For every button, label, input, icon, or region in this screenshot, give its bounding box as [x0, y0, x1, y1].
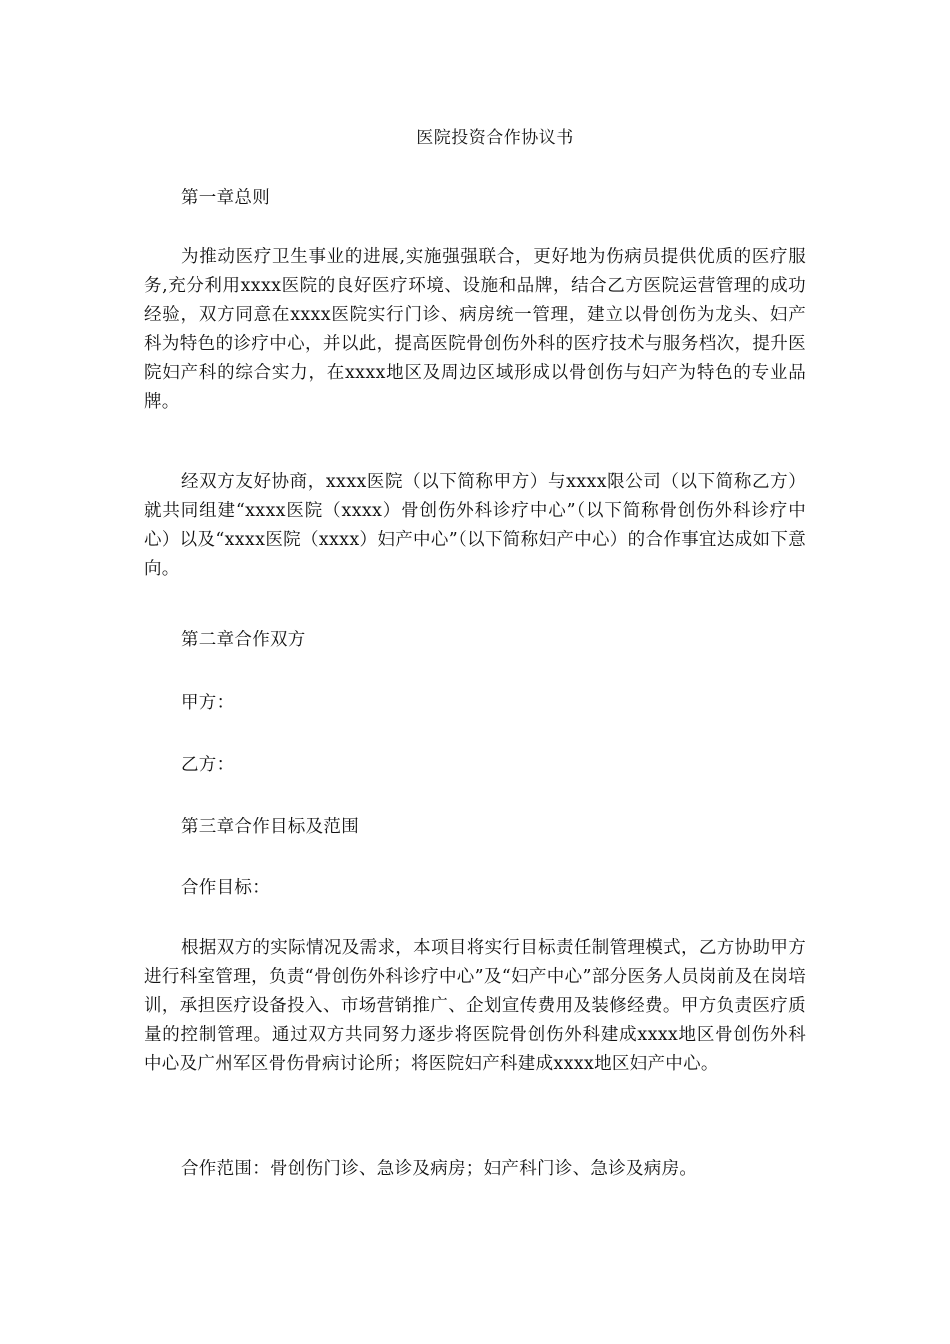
chapter-2-heading: 第二章合作双方: [181, 630, 306, 650]
document-title: 医院投资合作协议书: [416, 128, 574, 148]
scope-paragraph: 合作范围：骨创伤门诊、急诊及病房；妇产科门诊、急诊及病房。: [181, 1159, 698, 1179]
goal-heading: 合作目标：: [181, 878, 270, 898]
goal-paragraph: 根据双方的实际情况及需求，本项目将实行目标责任制管理模式，乙方协助甲方进行科室管理，负责“骨创伤外科诊疗中心”及“妇产中心”部分医务人员岗前及在岗培训，承担医疗设备投入、市场营销推广、企划宣传费用及装修经费。甲方负责医疗质量的控制管理。通过双方共同努力逐步将医院骨创伤外科建成xxxx地区骨创伤外科中心及广州军区骨伤骨病讨论所；将医院妇产科建成xxxx地区妇产中心。: [144, 938, 806, 1074]
party-b-label: 乙方：: [181, 755, 235, 775]
chapter-1-heading: 第一章总则: [181, 188, 270, 208]
chapter-3-heading: 第三章合作目标及范围: [181, 817, 359, 837]
party-a-label: 甲方：: [181, 693, 235, 713]
chapter-1-paragraph-2: 经双方友好协商，xxxx医院（以下简称甲方）与xxxx限公司（以下简称乙方）就共同组建“xxxx医院（xxxx）骨创伤外科诊疗中心”（以下简称骨创伤外科诊疗中心）以及“xxxx医院（xxxx）妇产中心”（以下简称妇产中心）的合作事宜达成如下意向。: [144, 472, 806, 579]
chapter-1-paragraph-1: 为推动医疗卫生事业的进展,实施强强联合，更好地为伤病员提供优质的医疗服务,充分利用xxxx医院的良好医疗环境、设施和品牌，结合乙方医院运营管理的成功经验，双方同意在xxxx医院实行门诊、病房统一管理，建立以骨创伤为龙头、妇产科为特色的诊疗中心，并以此，提高医院骨创伤外科的医疗技术与服务档次，提升医院妇产科的综合实力，在xxxx地区及周边区域形成以骨创伤与妇产为特色的专业品牌。: [144, 247, 806, 412]
